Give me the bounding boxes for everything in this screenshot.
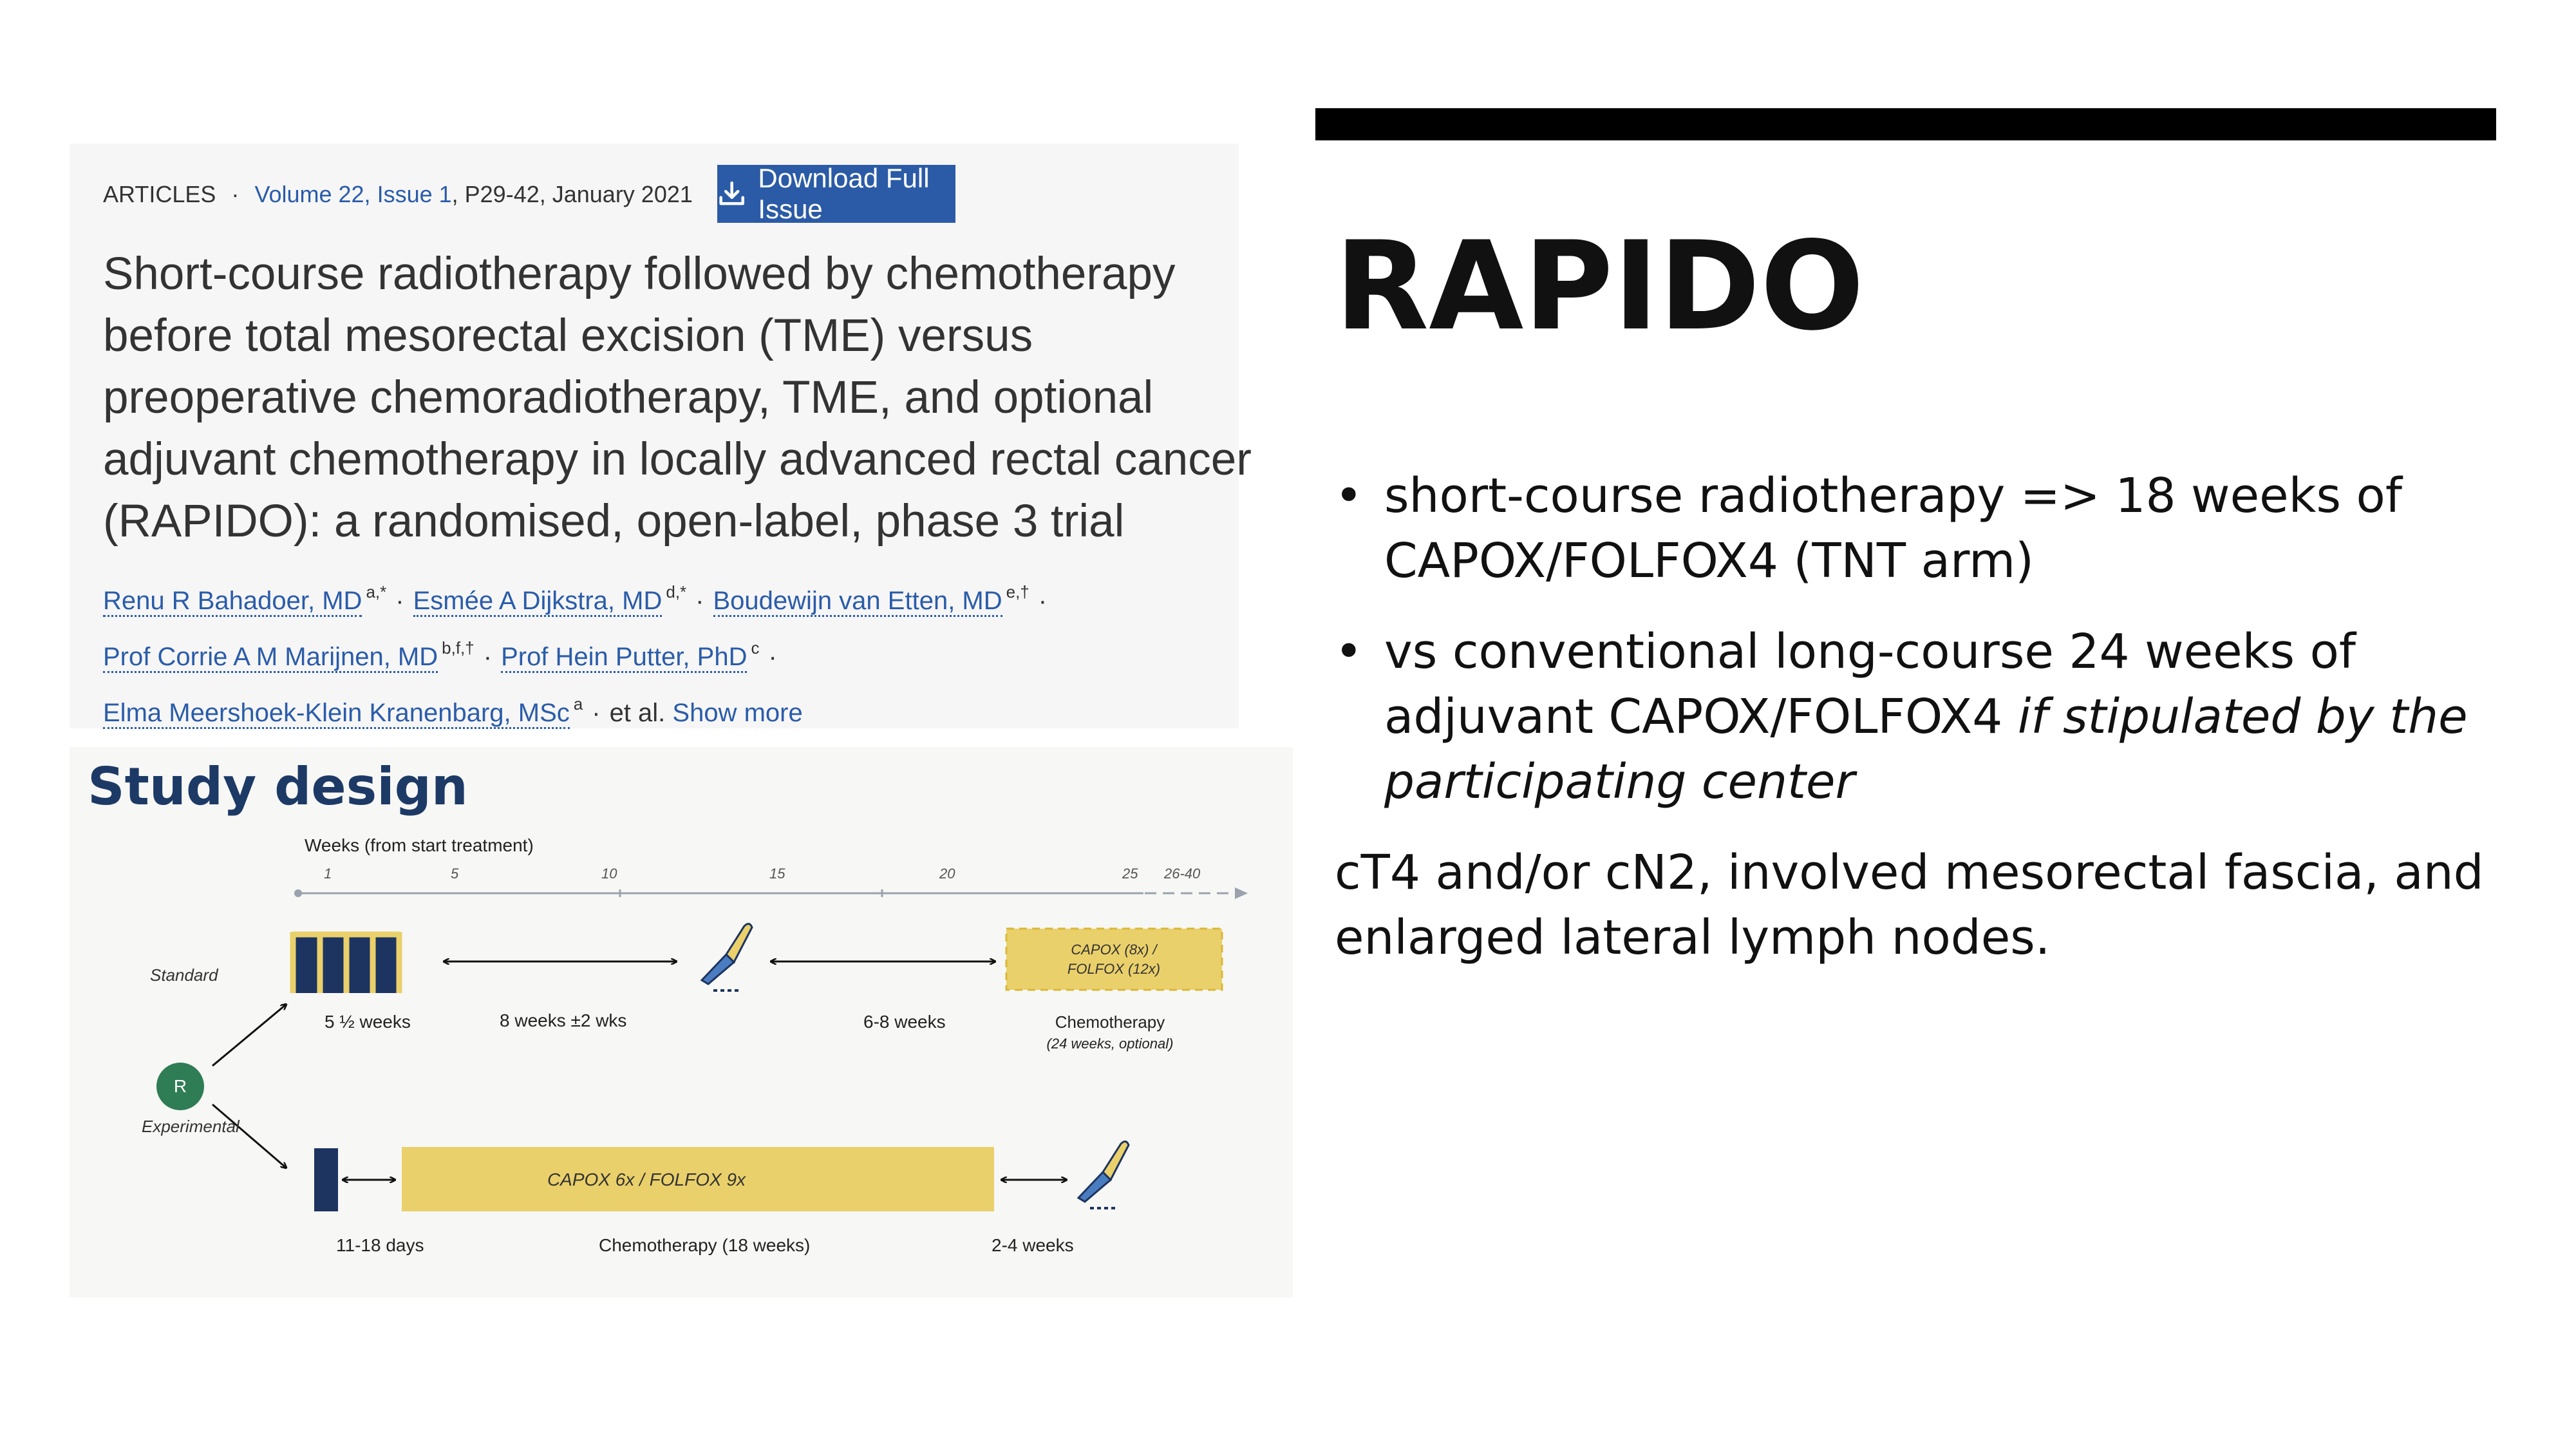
section-label: ARTICLES — [103, 181, 216, 207]
tick-label: 15 — [769, 866, 785, 882]
tick-label: 1 — [324, 866, 332, 882]
standard-arm-label: Standard — [150, 965, 218, 985]
title-line: Short-course radiotherapy followed by chemotherapy — [103, 249, 1176, 299]
standard-chemo-box-text: CAPOX (8x) / — [1071, 942, 1157, 958]
standard-radio-duration: 5 ½ weeks — [324, 1012, 411, 1032]
show-more-link[interactable]: Show more — [672, 699, 803, 727]
download-icon — [717, 176, 746, 212]
author-link[interactable]: Esmée A Dijkstra, MD — [413, 587, 663, 617]
arrow-to-standard — [212, 1005, 286, 1066]
bullet-item — [1335, 620, 2494, 815]
study-design-title: Study design — [88, 757, 468, 817]
bullet-mark: • — [1335, 624, 1363, 679]
slide-title: RAPIDO — [1335, 215, 1865, 357]
bullet-line: CAPOX/FOLFOX4 (TNT arm) — [1384, 533, 2035, 589]
arrow-to-experimental — [212, 1104, 286, 1168]
paragraph-line: cT4 and/or cN2, involved mesorectal fascia, and — [1335, 845, 2484, 900]
author-link[interactable]: Prof Corrie A M Marijnen, MD — [103, 643, 438, 673]
standard-interval: 8 weeks ±2 wks — [500, 1010, 627, 1030]
tick-label: 20 — [939, 866, 955, 882]
axis-label: Weeks (from start treatment) — [305, 835, 534, 855]
italic-text: if stipulated by the — [2017, 689, 2468, 744]
italic-text: participating center — [1384, 754, 1855, 810]
experimental-radio-duration: 11-18 days — [336, 1235, 424, 1255]
standard-chemo-label: Chemotherapy — [1055, 1012, 1165, 1032]
download-label: Download Full Issue — [758, 163, 930, 224]
author-link[interactable]: Elma Meershoek-Klein Kranenbarg, MSc — [103, 699, 570, 729]
download-full-issue-button[interactable] — [717, 165, 955, 223]
bullet-mark: • — [1335, 468, 1363, 524]
author-link[interactable]: Renu R Bahadoer, MD — [103, 587, 362, 617]
bullet-line — [1384, 750, 2494, 815]
experimental-chemo-label: Chemotherapy (18 weeks) — [599, 1235, 811, 1255]
article-header-image — [70, 144, 1252, 728]
standard-chemo-box — [1006, 929, 1222, 990]
scalpel-icon — [702, 923, 752, 990]
bullet-line: vs conventional long-course 24 weeks of — [1384, 624, 2356, 679]
study-design-figure — [70, 747, 1293, 1298]
standard-chemo-box-text: FOLFOX (12x) — [1067, 961, 1161, 977]
bullet-line: short-course radiotherapy => 18 weeks of — [1384, 468, 2402, 524]
title-line: before total mesorectal excision (TME) versus — [103, 310, 1033, 361]
standard-chemo-note: (24 weeks, optional) — [1046, 1036, 1174, 1052]
randomization-label: R — [173, 1076, 187, 1096]
tick-label: 10 — [601, 866, 617, 882]
criteria-paragraph — [1335, 840, 2494, 971]
article-meta: ARTICLES · Volume 22, Issue 1, P29-42, January 2021 — [103, 181, 693, 207]
author-list: Renu R Bahadoer, MD $^{a,*}$ · Esmée A Dijkstra, MD $^{d,*}$ · Boudewijn van Etten, MD $^{e,\dagger}$ · Prof Corrie A M Marijnen, MD $^{b,f,\dagger}$ · Prof Hein Putter, PhD $^c$ · Elma Meershoek-Klein Kranenbarg, MSc $^a$ · et al. Show more — [103, 569, 1056, 737]
author-link[interactable]: Prof Hein Putter, PhD — [501, 643, 747, 673]
bullet-item — [1335, 464, 2494, 594]
axis-arrow — [1235, 887, 1248, 899]
volume-link[interactable]: Volume 22, Issue 1 — [254, 181, 452, 207]
slide-body — [1335, 464, 2494, 971]
experimental-radio-block — [314, 1148, 338, 1211]
experimental-post-surgery: 2-4 weeks — [992, 1235, 1074, 1255]
author-link[interactable]: Boudewijn van Etten, MD — [713, 587, 1002, 617]
scalpel-icon — [1078, 1141, 1129, 1208]
title-accent-bar — [1315, 108, 2496, 140]
tick-label: 5 — [451, 866, 459, 882]
tick-label: 26-40 — [1164, 866, 1201, 882]
study-design-diagram — [70, 747, 1293, 1298]
standard-post-surgery: 6-8 weeks — [863, 1012, 946, 1032]
tick-label: 25 — [1122, 866, 1138, 882]
et-al: et al. — [609, 699, 666, 727]
bullet-line: adjuvant CAPOX/FOLFOX4 if stipulated by the — [1384, 689, 2468, 744]
article-title — [103, 243, 1252, 553]
title-line: preoperative chemoradiotherapy, TME, and optional — [103, 372, 1154, 423]
paragraph-line: enlarged lateral lymph nodes. — [1335, 910, 2051, 965]
axis-start-dot — [294, 889, 302, 897]
title-line: adjuvant chemotherapy in locally advanced rectal cancer — [103, 434, 1252, 485]
experimental-arm-label: Experimental — [142, 1117, 240, 1136]
experimental-chemo-box-text: CAPOX 6x / FOLFOX 9x — [547, 1170, 746, 1189]
title-line: (RAPIDO): a randomised, open-label, phase 3 trial — [103, 496, 1125, 547]
pages-date: , P29-42, January 2021 — [451, 181, 693, 207]
